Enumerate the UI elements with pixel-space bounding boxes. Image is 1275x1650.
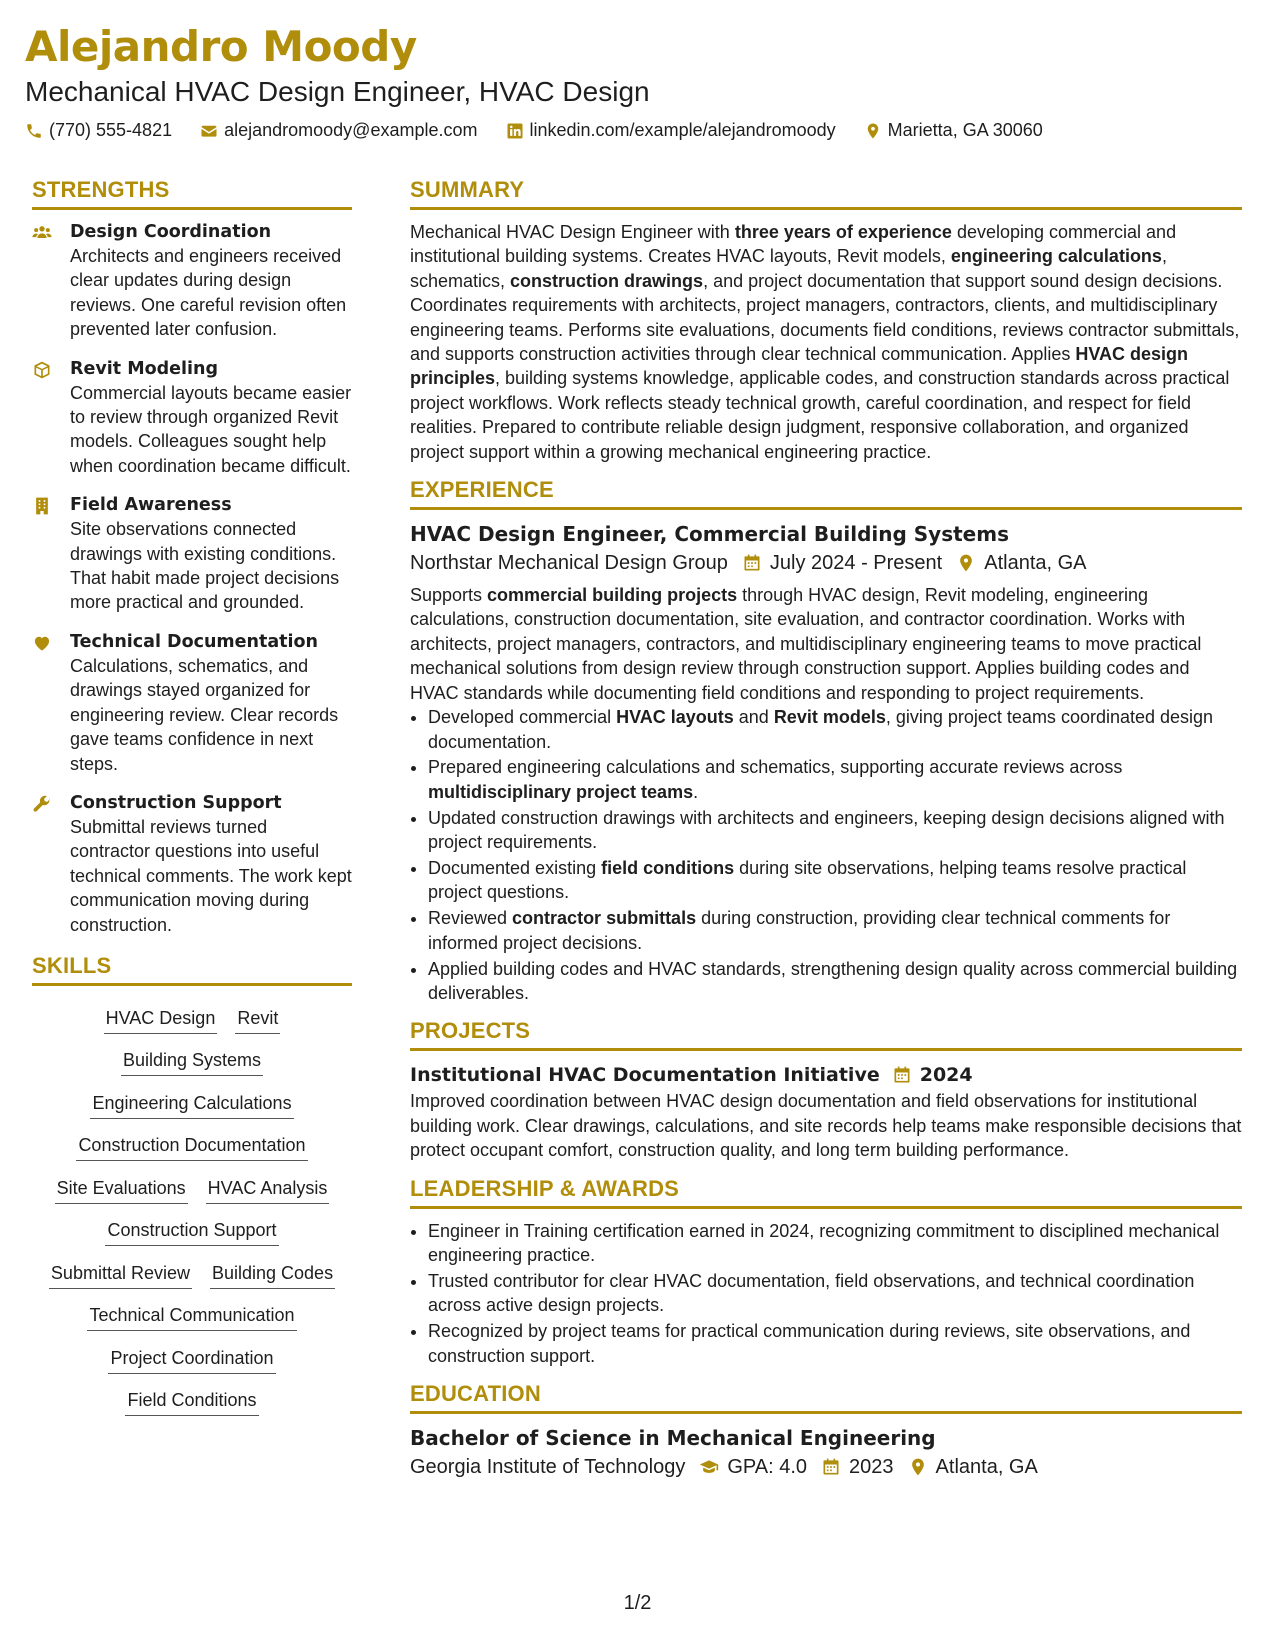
- page-number: 1/2: [623, 1592, 652, 1614]
- gpa: GPA: 4.0: [727, 1456, 808, 1479]
- leadership-item: • Recognized by project teams for practical communication during reviews, site observations, and construction support.: [428, 1319, 1242, 1368]
- heart-icon: [32, 633, 52, 653]
- strength-item: [32, 220, 352, 342]
- strength-item: [32, 357, 352, 479]
- text-run: Reviewed: [428, 908, 513, 929]
- skill-tag: HVAC Design: [104, 1006, 218, 1034]
- skills-list: [32, 996, 352, 1417]
- skill-row: [32, 1176, 352, 1204]
- project-title: Institutional HVAC Documentation Initiative: [410, 1064, 880, 1087]
- degree: Bachelor of Science in Mechanical Engineering: [410, 1426, 936, 1451]
- contact-location: [864, 120, 1043, 141]
- text-run: , building systems knowledge, applicable codes, and construction standards across practical project workflows. Work reflects steady technical growth, careful coordination, and respect for field realities. Prepared to contribute reliable design judgment, responsive collaboration, and organized project support within a growing mechanical engineering practice.: [410, 368, 1230, 462]
- contact-email[interactable]: [200, 120, 477, 141]
- strength-item: [32, 791, 352, 937]
- job-meta: [410, 548, 1242, 578]
- right-column: [410, 176, 1242, 1494]
- skill-tag: HVAC Analysis: [206, 1176, 330, 1204]
- job-bullet: [428, 957, 1242, 1006]
- skill-tag: Construction Support: [105, 1218, 278, 1246]
- strengths-heading: STRENGTHS: [32, 176, 352, 210]
- summary-heading: SUMMARY: [410, 176, 1242, 210]
- skill-tag: Building Systems: [121, 1048, 263, 1076]
- projects-heading: PROJECTS: [410, 1017, 1242, 1051]
- skill-tag: Engineering Calculations: [90, 1091, 293, 1119]
- project-year: 2024: [919, 1064, 973, 1087]
- bold-phrase: HVAC layouts: [616, 707, 734, 728]
- graduation-year: 2023: [849, 1456, 894, 1479]
- text-run: developing commercial and institutional building systems. Creates HVAC layouts, Revit models,: [410, 222, 1177, 267]
- bold-phrase: contractor submittals: [512, 908, 697, 929]
- experience-heading: EXPERIENCE: [410, 476, 1242, 510]
- wrench-icon: [32, 794, 52, 814]
- strength-desc: Submittal reviews turned contractor questions into useful technical comments. The work kept communication moving during construction.: [70, 816, 352, 935]
- bold-phrase: engineering calculations: [950, 246, 1162, 267]
- strength-title: Technical Documentation: [70, 631, 319, 652]
- contact-bar: [25, 120, 1245, 141]
- skill-tag: Site Evaluations: [55, 1176, 188, 1204]
- bold-phrase: HVAC design principles: [410, 344, 1189, 389]
- school-location: Atlanta, GA: [935, 1456, 1038, 1479]
- job-bullets: [410, 705, 1242, 1005]
- bold-phrase: multidisciplinary project teams: [428, 781, 694, 802]
- strength-desc: Architects and engineers received clear updates during design reviews. One careful revision often prevented later confusion.: [70, 246, 347, 340]
- job-bullet: [428, 705, 1242, 754]
- project-description: Improved coordination between HVAC design documentation and field observations for institutional building work. Clear drawings, calculations, and site records help teams make responsible decisions that protect occupant comfort, construction quality, and long term building performance.: [410, 1091, 1242, 1161]
- map-pin-icon: [864, 122, 882, 140]
- education-section: [410, 1380, 1242, 1482]
- strength-desc: Calculations, schematics, and drawings stayed organized for engineering review. Clear records gave teams confidence in next steps.: [70, 655, 339, 774]
- text-run: through HVAC design, Revit modeling, engineering calculations, construction documentation, site evaluation, and contractor coordination. Works with architects, project managers, contractors, and multidisciplinary engineering teams to move practical mechanical solutions from design review through construction support. Applies building codes and HVAC standards while documenting field conditions and responding to project requirements.: [410, 585, 1202, 703]
- bold-phrase: three years of experience: [734, 222, 952, 242]
- cube-icon: [32, 360, 52, 380]
- job-dates: July 2024 - Present: [769, 552, 943, 575]
- strength-title: Construction Support: [70, 792, 282, 813]
- text-run: .: [693, 781, 699, 802]
- projects-section: [410, 1017, 1242, 1162]
- skills-section: [32, 952, 352, 1417]
- job-bullet: [428, 856, 1242, 905]
- text-run: during site observations, helping teams resolve practical project questions.: [428, 858, 1187, 903]
- skill-tag: Field Conditions: [125, 1388, 258, 1416]
- job-description: [410, 583, 1242, 705]
- envelope-icon: [200, 122, 218, 140]
- job-company: Northstar Mechanical Design Group: [410, 552, 728, 575]
- text-run: Applied building codes and HVAC standards, strengthening design quality across commercial building deliverables.: [428, 958, 1238, 1004]
- candidate-title: Mechanical HVAC Design Engineer, HVAC Design: [25, 76, 650, 107]
- calendar-icon: [742, 553, 762, 573]
- text-run: , schematics,: [410, 246, 1167, 291]
- education-heading: EDUCATION: [410, 1380, 1242, 1414]
- skill-row: [32, 1048, 352, 1076]
- text-run: Developed commercial: [428, 707, 617, 728]
- school-name: Georgia Institute of Technology: [410, 1456, 686, 1479]
- leadership-list: [410, 1219, 1242, 1368]
- text-run: , giving project teams coordinated design documentation.: [428, 707, 1214, 752]
- project-header: [410, 1061, 1242, 1089]
- map-pin-icon: [908, 1457, 928, 1477]
- skill-row: [32, 1091, 352, 1119]
- education-meta: [410, 1452, 1242, 1482]
- experience-section: [410, 476, 1242, 1005]
- skill-row: [32, 1346, 352, 1374]
- leadership-section: [410, 1175, 1242, 1368]
- calendar-icon: [821, 1457, 841, 1477]
- skill-tag: Project Coordination: [108, 1346, 275, 1374]
- skill-row: [32, 1133, 352, 1161]
- text-run: during construction, providing clear technical comments for informed project decisions.: [428, 908, 1171, 953]
- leadership-item: • Trusted contributor for clear HVAC documentation, field observations, and technical coordination across active design projects.: [428, 1269, 1242, 1318]
- email-text: alejandromoody@example.com: [224, 120, 478, 140]
- building-icon: [32, 496, 52, 516]
- job-bullet: [428, 806, 1242, 855]
- map-pin-icon: [956, 553, 976, 573]
- bold-phrase: Revit models: [773, 707, 886, 728]
- text-run: , and project documentation that support sound design decisions. Coordinates requirements with architects, project managers, contractors, clients, and multidisciplinary engineering teams. Performs site evaluations, documents field conditions, reviews contractor submittals, and supports construction activities through clear technical communication. Applies: [410, 270, 1240, 365]
- graduation-cap-icon: [699, 1457, 719, 1477]
- text-run: Supports: [410, 585, 488, 606]
- strength-title: Design Coordination: [70, 222, 272, 242]
- linkedin-text: linkedin.com/example/alejandromoody: [529, 120, 836, 140]
- job-location: Atlanta, GA: [984, 552, 1087, 575]
- job-bullet: [428, 755, 1242, 804]
- leadership-heading: LEADERSHIP & AWARDS: [410, 1175, 1242, 1209]
- bold-phrase: construction drawings: [510, 270, 704, 291]
- text-run: Prepared engineering calculations and schematics, supporting accurate reviews across: [428, 757, 1123, 778]
- users-icon: [32, 223, 52, 243]
- skills-heading: SKILLS: [32, 952, 352, 986]
- strength-item: [32, 493, 352, 615]
- summary-section: [410, 176, 1242, 464]
- strength-item: [32, 630, 352, 776]
- text-run: Mechanical HVAC Design Engineer with: [410, 222, 735, 242]
- skill-row: [32, 1261, 352, 1289]
- skill-tag: Building Codes: [210, 1261, 335, 1289]
- strength-title: Field Awareness: [70, 495, 232, 516]
- calendar-icon: [892, 1065, 912, 1085]
- text-run: Updated construction drawings with architects and engineers, keeping design decisions aligned with project requirements.: [428, 807, 1225, 853]
- skill-tag: Revit: [235, 1006, 280, 1034]
- job-title: HVAC Design Engineer, Commercial Building Systems: [410, 522, 1009, 547]
- bold-phrase: commercial building projects: [487, 585, 738, 606]
- left-column: [32, 176, 352, 1431]
- job-bullet: [428, 906, 1242, 955]
- skill-row: [32, 1303, 352, 1331]
- skill-tag: Construction Documentation: [76, 1133, 307, 1161]
- phone-icon: [25, 122, 43, 140]
- text-run: and: [733, 707, 774, 728]
- linkedin-icon: [506, 122, 524, 140]
- skill-tag: Technical Communication: [87, 1303, 296, 1331]
- strengths-section: [32, 176, 352, 937]
- candidate-name: Alejandro Moody: [25, 22, 417, 71]
- resume-header: [25, 20, 1245, 141]
- strength-desc: Commercial layouts became easier to review through organized Revit models. Colleagues sought help when coordination became difficult.: [70, 382, 352, 476]
- skill-row: [32, 1006, 352, 1034]
- phone-text: (770) 555-4821: [49, 120, 173, 140]
- summary-text: [410, 220, 1242, 464]
- bold-phrase: field conditions: [601, 858, 735, 879]
- skill-tag: Submittal Review: [49, 1261, 192, 1289]
- contact-linkedin[interactable]: [506, 120, 836, 141]
- location-text: Marietta, GA 30060: [887, 120, 1043, 140]
- strength-desc: Site observations connected drawings with existing conditions. That habit made project decisions more practical and grounded.: [70, 519, 340, 613]
- strength-title: Revit Modeling: [70, 358, 219, 379]
- skill-row: [32, 1388, 352, 1416]
- skill-row: [32, 1218, 352, 1246]
- contact-phone[interactable]: [25, 120, 172, 141]
- leadership-item: • Engineer in Training certification earned in 2024, recognizing commitment to disciplined mechanical engineering practice.: [428, 1219, 1242, 1268]
- text-run: Documented existing: [428, 858, 602, 879]
